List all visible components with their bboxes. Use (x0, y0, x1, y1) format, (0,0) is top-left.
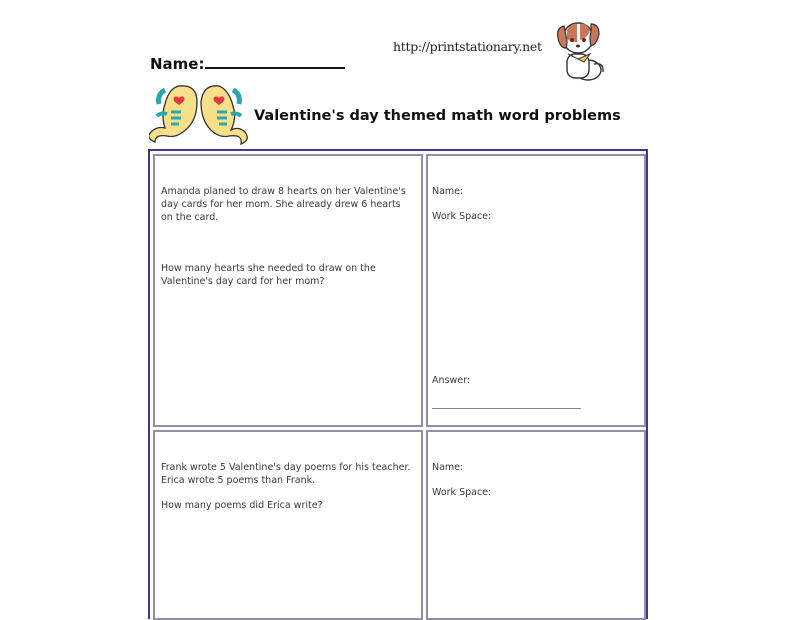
seahorses-icon (149, 82, 252, 147)
name-label: Name: (150, 55, 205, 73)
problem-1-work-cell[interactable] (426, 154, 646, 427)
problem-1-answer-line[interactable] (432, 408, 581, 409)
site-url[interactable]: http://printstationary.net (393, 39, 542, 54)
problem-1-workspace-label: Work Space: (432, 211, 492, 222)
problem-1-question: How many hearts she needed to draw on the Valentine's day card for her mom? (161, 263, 376, 287)
student-name-field[interactable] (150, 54, 345, 73)
problem-2-statement: Frank wrote 5 Valentine's day poems for his teacher. Erica wrote 5 poems than Frank. (161, 462, 411, 486)
problem-2-workspace-label: Work Space: (432, 487, 492, 498)
page-title: Valentine's day themed math word problems (254, 108, 621, 124)
problem-1-text-cell (153, 154, 423, 427)
problem-2-text-cell (153, 430, 423, 620)
problem-2-question: How many poems did Erica write? (161, 500, 323, 511)
problem-1-answer-label: Answer: (432, 375, 471, 386)
name-blank-line[interactable] (205, 54, 345, 69)
problem-2-work-cell[interactable] (426, 430, 646, 620)
problem-1-name-label: Name: (432, 186, 464, 197)
problem-1-statement: Amanda planed to draw 8 hearts on her Valentine's day cards for her mom. She already drew 6 hearts on the card. (161, 186, 406, 223)
problem-2-name-label: Name: (432, 462, 464, 473)
puppy-icon (550, 14, 612, 82)
